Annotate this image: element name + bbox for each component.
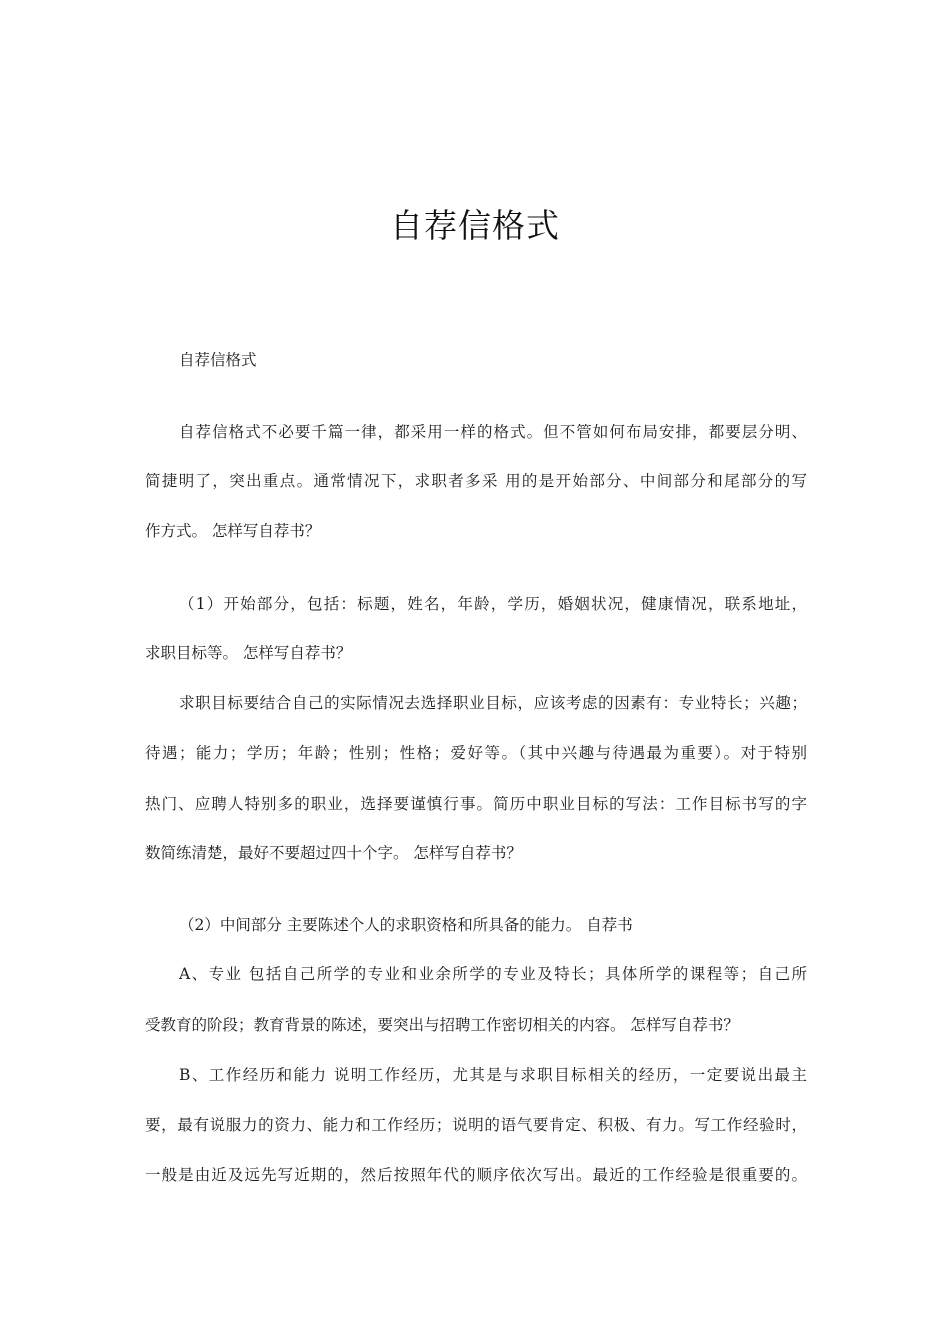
paragraph-line: 待遇；能力；学历；年龄；性别；性格；爱好等。（其中兴趣与待遇最为重要）。对于特别 <box>145 744 807 762</box>
paragraph-line: 受教育的阶段；教育背景的陈述，要突出与招聘工作密切相关的内容。 怎样写自荐书？ <box>145 1016 739 1034</box>
paragraph-line: 自荐信格式不必要千篇一律，都采用一样的格式。但不管如何布局安排，都要层分明、 <box>179 423 807 441</box>
paragraph-line: 热门、应聘人特别多的职业，选择要谨慎行事。简历中职业目标的写法：工作目标书写的字 <box>145 795 807 813</box>
paragraph-line: A、专业 包括自己所学的专业和业余所学的专业及特长；具体所学的课程等；自己所 <box>179 965 807 983</box>
section-heading: 自荐信格式 <box>179 351 257 369</box>
paragraph-line: 一般是由近及远先写近期的，然后按照年代的顺序依次写出。最近的工作经验是很重要的。 <box>145 1166 807 1184</box>
paragraph-line: 求职目标要结合自己的实际情况去选择职业目标，应该考虑的因素有：专业特长；兴趣； <box>179 694 807 712</box>
paragraph-line: 求职目标等。 怎样写自荐书？ <box>145 644 352 662</box>
paragraph-line: （2）中间部分 主要陈述个人的求职资格和所具备的能力。 自荐书 <box>179 916 633 934</box>
paragraph-line: 简捷明了，突出重点。通常情况下，求职者多采 用的是开始部分、中间部分和尾部分的写 <box>145 472 807 490</box>
paragraph-line: 要，最有说服力的资力、能力和工作经历；说明的语气要肯定、积极、有力。写工作经验时， <box>145 1116 807 1134</box>
paragraph-line: B、工作经历和能力 说明工作经历，尤其是与求职目标相关的经历，一定要说出最主 <box>179 1066 807 1084</box>
paragraph-line: （1）开始部分，包括：标题，姓名，年龄，学历，婚姻状况，健康情况，联系地址， <box>179 595 807 613</box>
paragraph-line: 作方式。 怎样写自荐书？ <box>145 522 321 540</box>
paragraph-line: 数简练清楚，最好不要超过四十个字。 怎样写自荐书？ <box>145 844 522 862</box>
document-title: 自荐信格式 <box>390 206 560 245</box>
